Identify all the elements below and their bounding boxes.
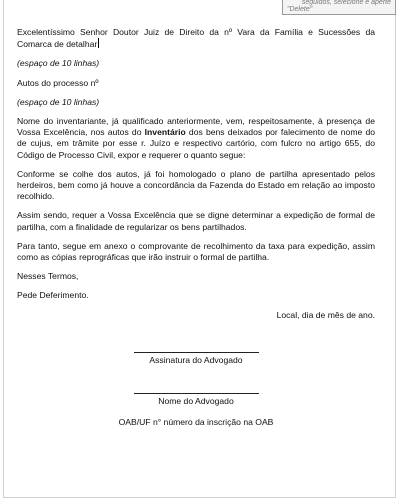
name-line <box>134 393 259 394</box>
paragraph-facts: Conforme se colhe dos autos, já foi homologado o plano de partilha apresentado pelos herdeiros, bem como já houve a concordância da Fazenda do Estado em relação ao imposto recolhido. <box>17 168 375 202</box>
tip-line-1: seguidos, selecione e aperte <box>301 0 391 6</box>
oab-label: OAB/UF n° número da inscrição na OAB <box>118 417 274 428</box>
tip-box <box>282 0 396 15</box>
lawyer-name-label: Nome do Advogado <box>158 396 234 407</box>
spacing-note: (espaço de 10 linhas) <box>17 58 100 69</box>
case-reference: Autos do processo nº <box>17 77 99 88</box>
closing-request: Pede Deferimento. <box>17 290 89 301</box>
tip-line-2: "Delete" <box>287 6 313 13</box>
closing-terms: Nesses Termos, <box>17 271 79 282</box>
paragraph-request <box>17 116 375 161</box>
signature-line <box>134 352 259 353</box>
paragraph-attachments: Para tanto, segue em anexo o comprovante de recolhimento da taxa para expedição, assim como as cópias reprográficas que irão instruir o formal de partilha. <box>17 240 375 263</box>
document-body[interactable] <box>17 27 375 428</box>
place-date: Local, dia de mês de ano. <box>276 309 375 320</box>
bold-term: Inventário <box>144 127 186 138</box>
addressee-text: Excelentíssimo Senhor Doutor Juiz de Direito da nº Vara da Família e Sucessões da Comarca de detalhar <box>17 27 375 50</box>
paragraph-petition: Assim sendo, requer a Vossa Excelência que se digne determinar a expedição de formal de partilha, com a finalidade de regularizar os bens partilhados. <box>17 210 375 232</box>
signature-label: Assinatura do Advogado <box>149 354 243 365</box>
addressee[interactable] <box>17 27 375 50</box>
paragraph-text: Nome do inventariante, já qualificado anteriormente, vem, respeitosamente, à presença de Vossa Excelência, nos autos do <box>17 116 375 138</box>
spacing-note: (espaço de 10 linhas) <box>17 96 100 107</box>
text-cursor <box>98 38 99 48</box>
paragraph-text: dos bens deixados por falecimento de nome do de cujus, em trâmite por esse r. Juízo e respectivo cartório, com fulcro no artigo 655, do Código de Processo Civil, expor e requerer o quanto segue: <box>17 127 376 160</box>
